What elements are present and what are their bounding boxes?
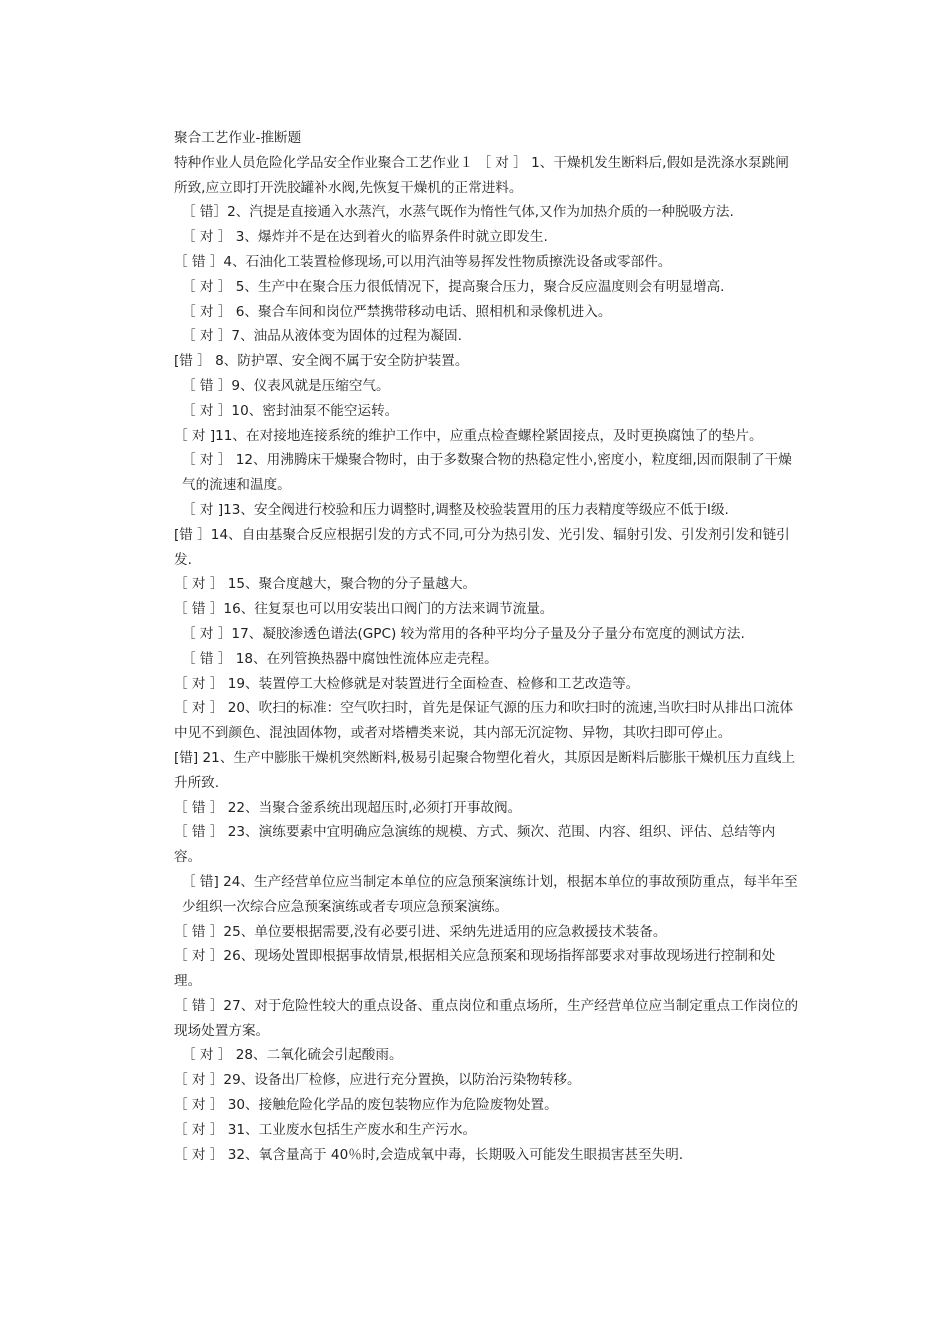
question-item: ［ 对 ］ 3、爆炸并不是在达到着火的临界条件时就立即发生. — [182, 229, 548, 246]
document-title: 聚合工艺作业-推断题 — [174, 130, 302, 146]
question-item: ［ 对 ］10、密封油泵不能空运转。 — [182, 402, 399, 419]
question-item: ［ 对 ］ 30、接触危险化学品的废包装物应作为危险废物处置。 — [174, 1097, 558, 1114]
question-item: ［ 对 ］ 5、生产中在聚合压力很低情况下，提高聚合压力，聚合反应温度则会有明显增高. — [182, 278, 725, 295]
question-item: ［ 对 ］ 15、聚合度越大，聚合物的分子量越大。 — [174, 576, 477, 593]
question-item: ［ 对 ]13、安全阀进行校验和压力调整时,调整及校验装置用的压力表精度等级应不低于Ⅰ级. — [182, 501, 729, 518]
question-item: ［ 错 ］ 23、演练要素中宜明确应急演练的规模、方式、频次、范围、内容、组织、评估、总结等内容。 — [174, 824, 776, 866]
question-item: ［ 对 ］26、现场处置即根据事故情景,根据相关应急预案和现场指挥部要求对事故现场进行控制和处理。 — [174, 948, 776, 990]
question-item: ［ 错 ］27、对于危险性较大的重点设备、重点岗位和重点场所，生产经营单位应当制定重点工作岗位的现场处置方案。 — [174, 997, 799, 1039]
question-item: ［ 错 ］4、石油化工装置检修现场,可以用汽油等易挥发性物质擦洗设备或零部件。 — [174, 253, 672, 270]
question-item: ［ 对 ］ 28、二氧化硫会引起酸雨。 — [182, 1047, 403, 1064]
question-item: ［ 对 ］29、设备出厂检修，应进行充分置换，以防治污染物转移。 — [174, 1072, 581, 1089]
question-item: ［ 对 ］17、凝胶渗透色谱法(GPC) 较为常用的各种平均分子量及分子量分布宽度的测试方法. — [182, 625, 745, 642]
question-item: ［ 错］2、汽提是直接通入水蒸汽，水蒸气既作为惰性气体,又作为加热介质的一种脱吸方法. — [182, 204, 734, 221]
question-item: [错] 21、生产中膨胀干燥机突然断料,极易引起聚合物塑化着火，其原因是断料后膨胀干燥机压力直线上升所致. — [174, 749, 796, 791]
question-item: 特种作业人员危险化学品安全作业聚合工艺作业１ ［ 对 ］ 1、干燥机发生断料后,假如是洗涤水泵跳闸所致,应立即打开洗胶罐补水阀,先恢复干燥机的正常进料。 — [174, 154, 789, 196]
document-body — [142, 126, 802, 1167]
question-item: ［ 对 ］ 19、装置停工大检修就是对装置进行全面检查、检修和工艺改造等。 — [174, 675, 640, 692]
question-item: ［ 错 ］ 22、当聚合釜系统出现超压时,必须打开事故阀。 — [174, 799, 522, 816]
question-item: ［ 错 ］25、单位要根据需要,没有必要引进、采纳先进适用的应急救援技术装备。 — [174, 923, 667, 940]
question-item: ［ 错 ］ 18、在列管换热器中腐蚀性流体应走壳程。 — [182, 650, 498, 667]
question-item: ［ 对 ］ 20、吹扫的标准：空气吹扫时，首先是保证气源的压力和吹扫时的流速,当吹扫时从排出口流体中见不到颜色、混浊固体物，或者对塔槽类来说，其内部无沉淀物、异物，其吹扫即可停止。 — [174, 700, 794, 742]
question-item: ［ 错] 24、生产经营单位应当制定本单位的应急预案演练计划，根据本单位的事故预防重点，每半年至少组织一次综合应急预案演练或者专项应急预案演练。 — [182, 873, 798, 915]
question-item: ［ 错 ］16、往复泵也可以用安装出口阀门的方法来调节流量。 — [174, 601, 554, 618]
question-item: ［ 对 ］ 32、氧含量高于 40％时,会造成氧中毒，长期吸入可能发生眼损害甚至失明. — [174, 1146, 684, 1163]
question-item: [错 ］ 8、防护罩、安全阀不属于安全防护装置。 — [174, 353, 469, 370]
question-item: ［ 对 ］ 12、用沸腾床干燥聚合物时，由于多数聚合物的热稳定性小,密度小，粒度细,因而限制了干燥气的流速和温度。 — [182, 452, 792, 494]
question-item: ［ 对 ］ 31、工业废水包括生产废水和生产污水。 — [174, 1121, 477, 1138]
question-item: ［ 对 ]11、在对接地连接系统的维护工作中，应重点检查螺栓紧固接点，及时更换腐蚀了的垫片。 — [174, 427, 763, 444]
question-item: ［ 对 ］ 6、聚合车间和岗位严禁携带移动电话、照相机和录像机进入。 — [182, 303, 612, 320]
question-item: ［ 对 ］7、油品从液体变为固体的过程为凝固. — [182, 328, 462, 345]
question-item: [错 ］14、自由基聚合反应根据引发的方式不同,可分为热引发、光引发、辐射引发、引发剂引发和链引发. — [174, 526, 790, 568]
question-item: ［ 错 ］9、仪表风就是压缩空气。 — [182, 377, 390, 394]
